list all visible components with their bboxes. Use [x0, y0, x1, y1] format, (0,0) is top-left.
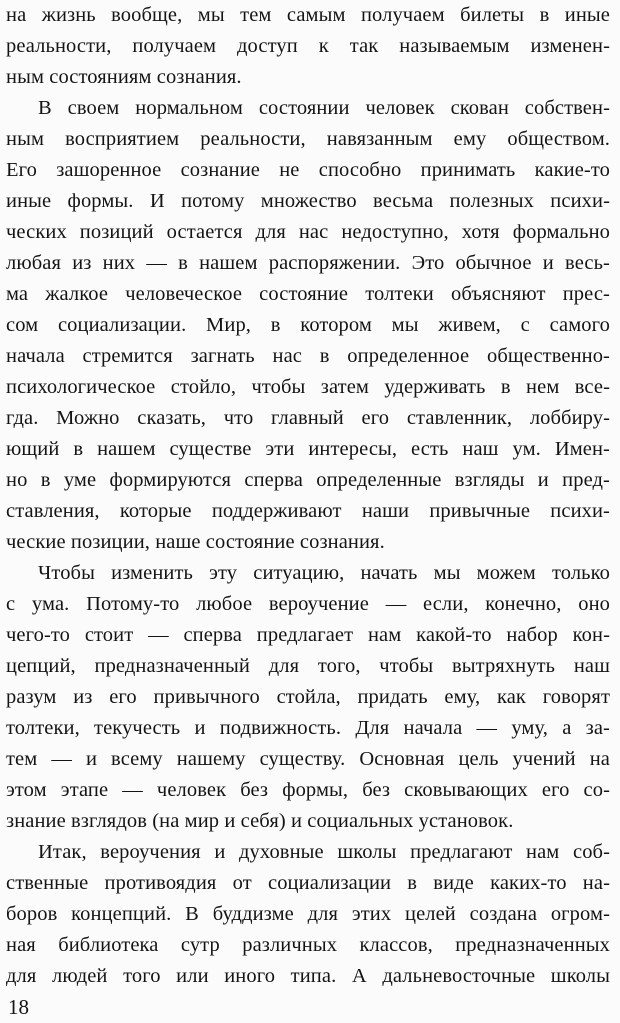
page-number: 18	[8, 995, 29, 1019]
text-line: с ума. Потому-то любое вероучение — если, конечно, оно	[6, 593, 610, 615]
text-line: гда. Можно сказать, что главный его ставленник, лоббиру-	[6, 407, 610, 429]
text-line: толтеки, текучесть и подвижность. Для начала — уму, а за-	[6, 717, 610, 739]
text-line: на жизнь вообще, мы тем самым получаем билеты в иные	[6, 4, 610, 26]
text-line: ным восприятием реальности, навязанным ему обществом.	[6, 128, 610, 150]
text-line: ческих позиций остается для нас недоступно, хотя формально	[6, 221, 610, 243]
text-line: ным состояниям сознания.	[6, 66, 242, 88]
text-line: этом этапе — человек без формы, без сковывающих его со-	[6, 779, 610, 801]
text-line: знание взглядов (на мир и себя) и социальных установок.	[6, 810, 514, 832]
text-line: чего-то стоит — сперва предлагает нам какой-то набор кон-	[6, 624, 610, 646]
text-line: иные формы. И потому множество весьма полезных психи-	[6, 190, 610, 212]
text-line: ма жалкое человеческое состояние толтеки объясняют прес-	[6, 283, 610, 305]
text-line: ставления, которые поддерживают наши привычные психи-	[6, 500, 610, 522]
paragraph-first-line: В своем нормальном состоянии человек скован собствен-	[38, 97, 610, 119]
text-line: для людей того или иного типа. А дальневосточные школы	[6, 965, 610, 987]
text-line: реальности, получаем доступ к так называемым изменен-	[6, 35, 610, 57]
text-line: ющий в нашем существе эти интересы, есть наш ум. Имен-	[6, 438, 610, 460]
text-line: боров концепций. В буддизме для этих целей создана огром-	[6, 903, 610, 925]
text-line: сом социализации. Мир, в котором мы живем, с самого	[6, 314, 610, 336]
text-line: цепций, предназначенный для того, чтобы вытряхнуть наш	[6, 655, 610, 677]
paragraph-first-line: Чтобы изменить эту ситуацию, начать мы можем только	[38, 562, 610, 584]
text-line: ная библиотека сутр различных классов, предназначенных	[6, 934, 610, 956]
text-line: ственные противоядия от социализации в виде каких-то на-	[6, 872, 610, 894]
text-line: разум из его привычного стойла, придать ему, как говорят	[6, 686, 610, 708]
text-line: ческие позиции, наше состояние сознания.	[6, 531, 385, 553]
text-line: начала стремится загнать нас в определенное общественно-	[6, 345, 610, 367]
text-line: Его зашоренное сознание не способно принимать какие-то	[6, 159, 610, 181]
paragraph-first-line: Итак, вероучения и духовные школы предлагают нам соб-	[38, 841, 610, 863]
text-line: любая из них — в нашем распоряжении. Это обычное и весь-	[6, 252, 610, 274]
text-line: психологическое стойло, чтобы затем удерживать в нем все-	[6, 376, 610, 398]
text-line: но в уме формируются сперва определенные взгляды и пред-	[6, 469, 610, 491]
text-line: тем — и всему нашему существу. Основная цель учений на	[6, 748, 610, 770]
